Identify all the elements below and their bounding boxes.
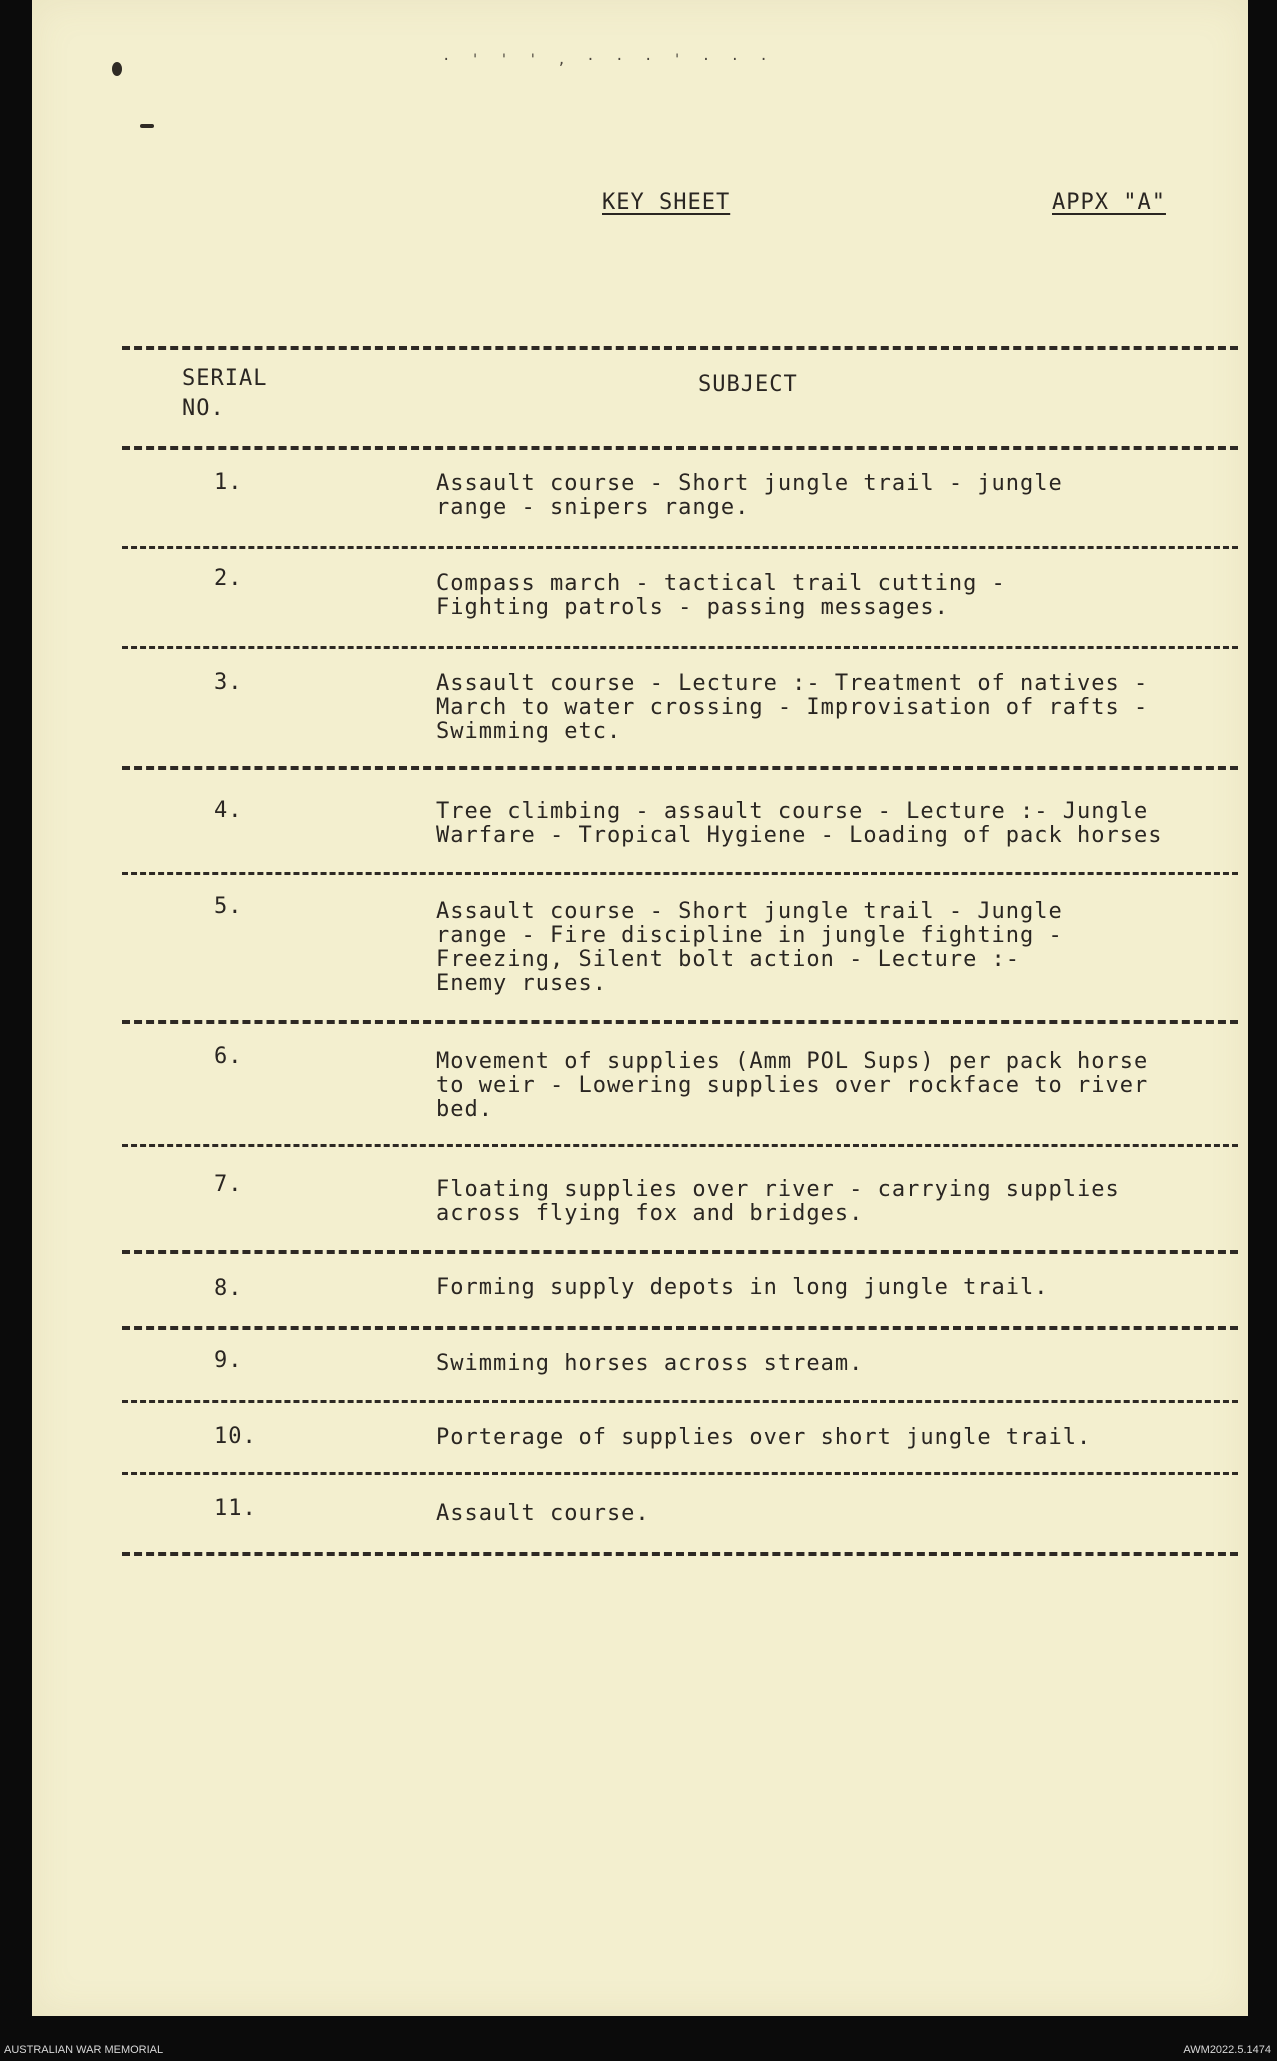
table-bottom-rule <box>122 1552 1238 1556</box>
row-divider <box>122 1144 1238 1147</box>
header-bottom-rule <box>122 446 1238 450</box>
subject-text: Assault course. <box>436 1501 650 1526</box>
subject-text: Assault course - Short jungle trail - jungle range - snipers range. <box>436 471 1063 520</box>
column-header-subject: SUBJECT <box>698 372 798 397</box>
serial-number: 11. <box>214 1496 257 1521</box>
document-page <box>32 0 1248 2016</box>
footer-credit: AUSTRALIAN WAR MEMORIAL <box>4 2044 164 2056</box>
footer-accession-number: AWM2022.5.1474 <box>1183 2044 1271 2056</box>
subject-text: Movement of supplies (Amm POL Sups) per pack horse to weir - Lowering supplies over rockface to river bed. <box>436 1049 1149 1122</box>
subject-text: Porterage of supplies over short jungle trail. <box>436 1425 1092 1450</box>
row-divider <box>122 1472 1238 1475</box>
punch-mark <box>112 62 122 76</box>
subject-text: Compass march - tactical trail cutting - Fighting patrols - passing messages. <box>436 571 1006 620</box>
serial-number: 6. <box>214 1044 243 1069</box>
subject-text: Assault course - Short jungle trail - Jungle range - Fire discipline in jungle fighting - Freezing, Silent bolt action - Lecture :- Enemy ruses. <box>436 899 1063 996</box>
serial-number: 9. <box>214 1348 243 1373</box>
subject-text: Floating supplies over river - carrying supplies across flying fox and bridges. <box>436 1177 1120 1226</box>
faint-header-marks: · ' ' ' , · · · ' · · · <box>442 52 774 68</box>
punch-mark <box>140 124 154 128</box>
appendix-label: APPX "A" <box>1052 190 1166 215</box>
row-divider <box>122 1400 1238 1403</box>
page-title: KEY SHEET <box>602 190 731 215</box>
subject-text: Swimming horses across stream. <box>436 1351 864 1376</box>
serial-number: 8. <box>214 1276 243 1301</box>
serial-number: 7. <box>214 1172 243 1197</box>
subject-text: Assault course - Lecture :- Treatment of natives - March to water crossing - Improvisation of rafts - Swimming etc. <box>436 671 1149 744</box>
serial-number: 3. <box>214 670 243 695</box>
row-divider <box>122 1250 1238 1254</box>
row-divider <box>122 872 1238 875</box>
row-divider <box>122 1020 1238 1024</box>
subject-text: Tree climbing - assault course - Lecture :- Jungle Warfare - Tropical Hygiene - Loading of pack horses <box>436 799 1163 848</box>
table-top-rule <box>122 346 1238 350</box>
serial-number: 1. <box>214 470 243 495</box>
column-header-serial: SERIAL NO. <box>182 366 268 421</box>
row-divider <box>122 766 1238 770</box>
serial-number: 4. <box>214 798 243 823</box>
subject-text: Forming supply depots in long jungle trail. <box>436 1275 1049 1300</box>
row-divider <box>122 546 1238 549</box>
row-divider <box>122 1326 1238 1330</box>
serial-number: 10. <box>214 1424 257 1449</box>
serial-number: 5. <box>214 894 243 919</box>
serial-number: 2. <box>214 566 243 591</box>
row-divider <box>122 646 1238 649</box>
